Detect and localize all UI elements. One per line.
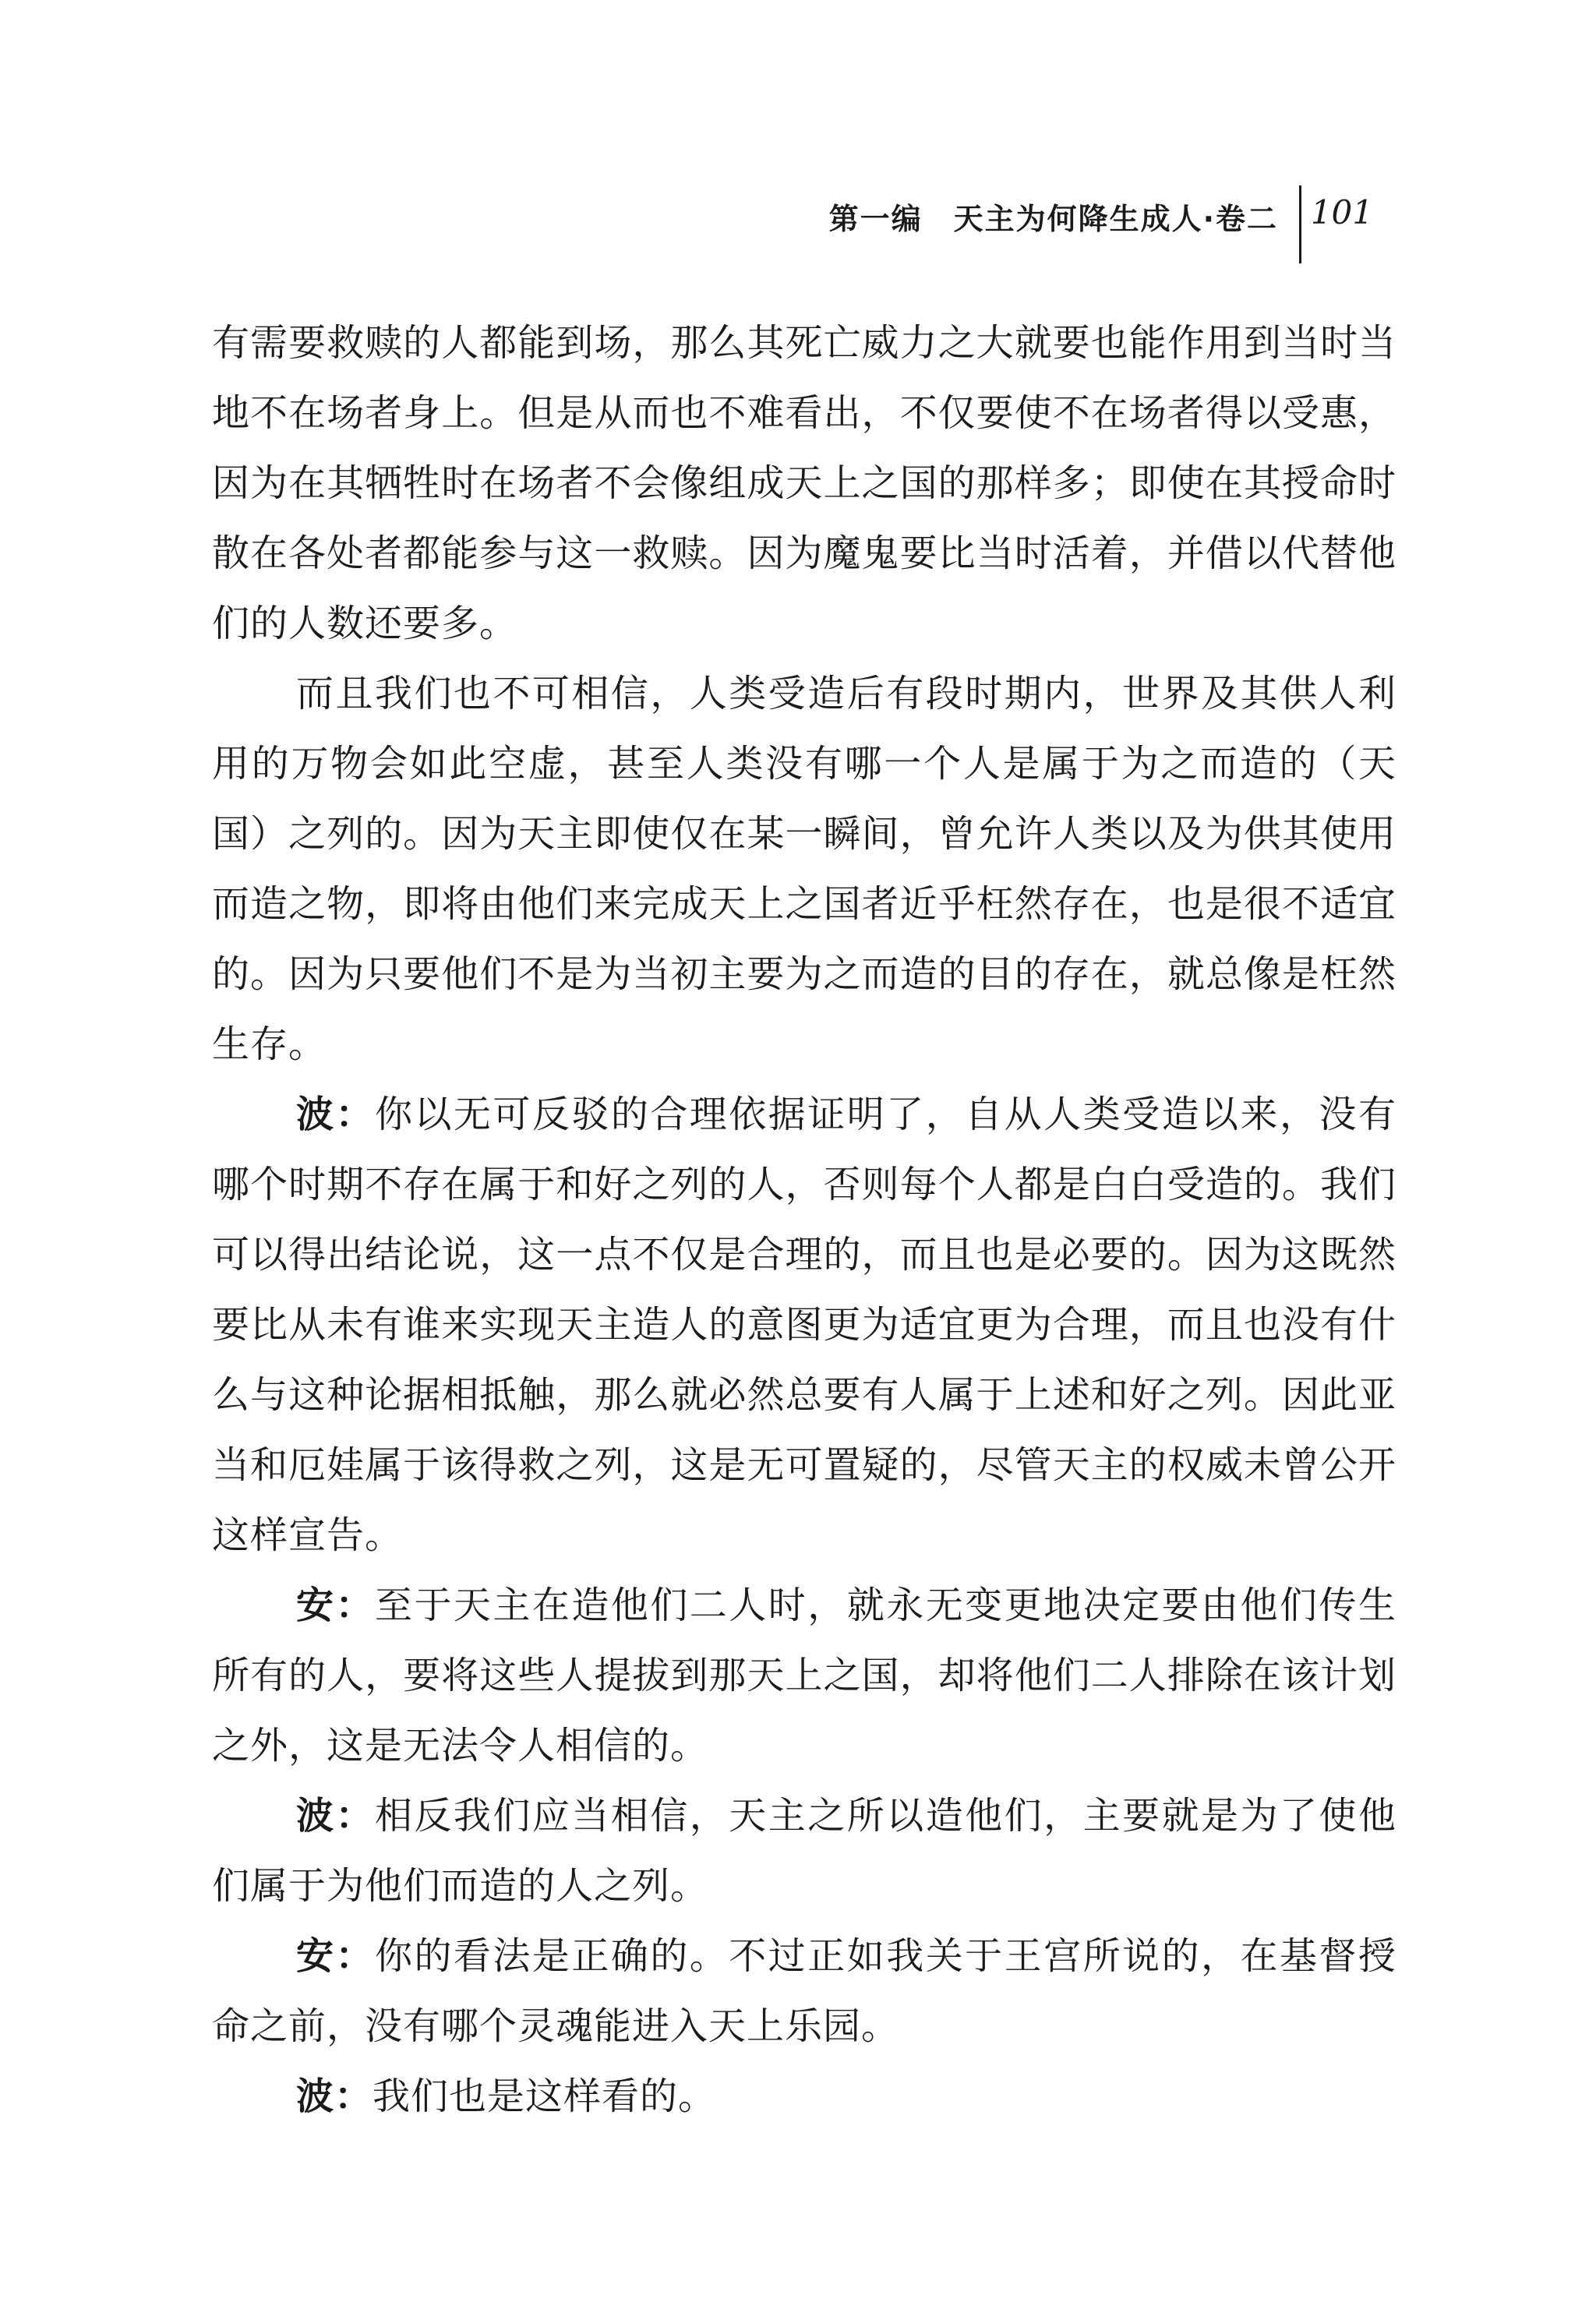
- header-divider: [1299, 185, 1301, 263]
- dialogue-paragraph: [212, 1921, 1396, 2061]
- speaker-label: 波：: [296, 2075, 373, 2118]
- speaker-label: 波：: [296, 1794, 375, 1838]
- chapter-title: 第一编 天主为何降生成人·卷二: [828, 202, 1278, 236]
- paragraph-text: 相反我们应当相信，天主之所以造他们，主要就是为了使他们属于为他们而造的人之列。: [212, 1794, 1396, 1908]
- page-number: 101: [1310, 193, 1373, 231]
- speaker-label: 安：: [296, 1934, 375, 1978]
- dialogue-paragraph: [212, 1781, 1396, 1921]
- dialogue-paragraph: [212, 1079, 1396, 1570]
- speaker-label: 波：: [296, 1093, 375, 1136]
- paragraph-text: 你的看法是正确的。不过正如我关于王宫所说的，在基督授命之前，没有哪个灵魂能进入天上乐园。: [212, 1934, 1396, 2048]
- paragraph-text: 有需要救赎的人都能到场，那么其死亡威力之大就要也能作用到当时当地不在场者身上。但是从而也不难看出，不仅要使不在场者得以受惠，因为在其牺牲时在场者不会像组成天上之国的那样多；即使在其授命时散在各处者都能参与这一救赎。因为魔鬼要比当时活着，并借以代替他们的人数还要多。: [212, 321, 1396, 645]
- speaker-label: 安：: [296, 1584, 375, 1627]
- paragraph-text: 你以无可反驳的合理依据证明了，自从人类受造以来，没有哪个时期不存在属于和好之列的人，否则每个人都是白白受造的。我们可以得出结论说，这一点不仅是合理的，而且也是必要的。因为这既然要比从未有谁来实现天主造人的意图更为适宜更为合理，而且也没有什么与这种论据相抵触，那么就必然总要有人属于上述和好之列。因此亚当和厄娃属于该得救之列，这是无可置疑的，尽管天主的权威未曾公开这样宣告。: [212, 1093, 1396, 1557]
- paragraph-text: 而且我们也不可相信，人类受造后有段时期内，世界及其供人利用的万物会如此空虚，甚至人类没有哪一个人是属于为之而造的（天国）之列的。因为天主即使仅在某一瞬间，曾允许人类以及为供其使用而造之物，即将由他们来完成天上之国者近乎枉然存在，也是很不适宜的。因为只要他们不是为当初主要为之而造的目的存在，就总像是枉然生存。: [212, 672, 1396, 1066]
- paragraph-text: 我们也是这样看的。: [373, 2075, 717, 2118]
- paragraph: [212, 308, 1396, 659]
- body-text: [212, 308, 1396, 2131]
- running-header: [764, 185, 1379, 256]
- paragraph-text: 至于天主在造他们二人时，就永无变更地决定要由他们传生所有的人，要将这些人提拔到那天上之国，却将他们二人排除在该计划之外，这是无法令人相信的。: [212, 1584, 1396, 1767]
- dialogue-paragraph: [212, 2061, 1396, 2131]
- dialogue-paragraph: [212, 1570, 1396, 1781]
- paragraph: [212, 659, 1396, 1079]
